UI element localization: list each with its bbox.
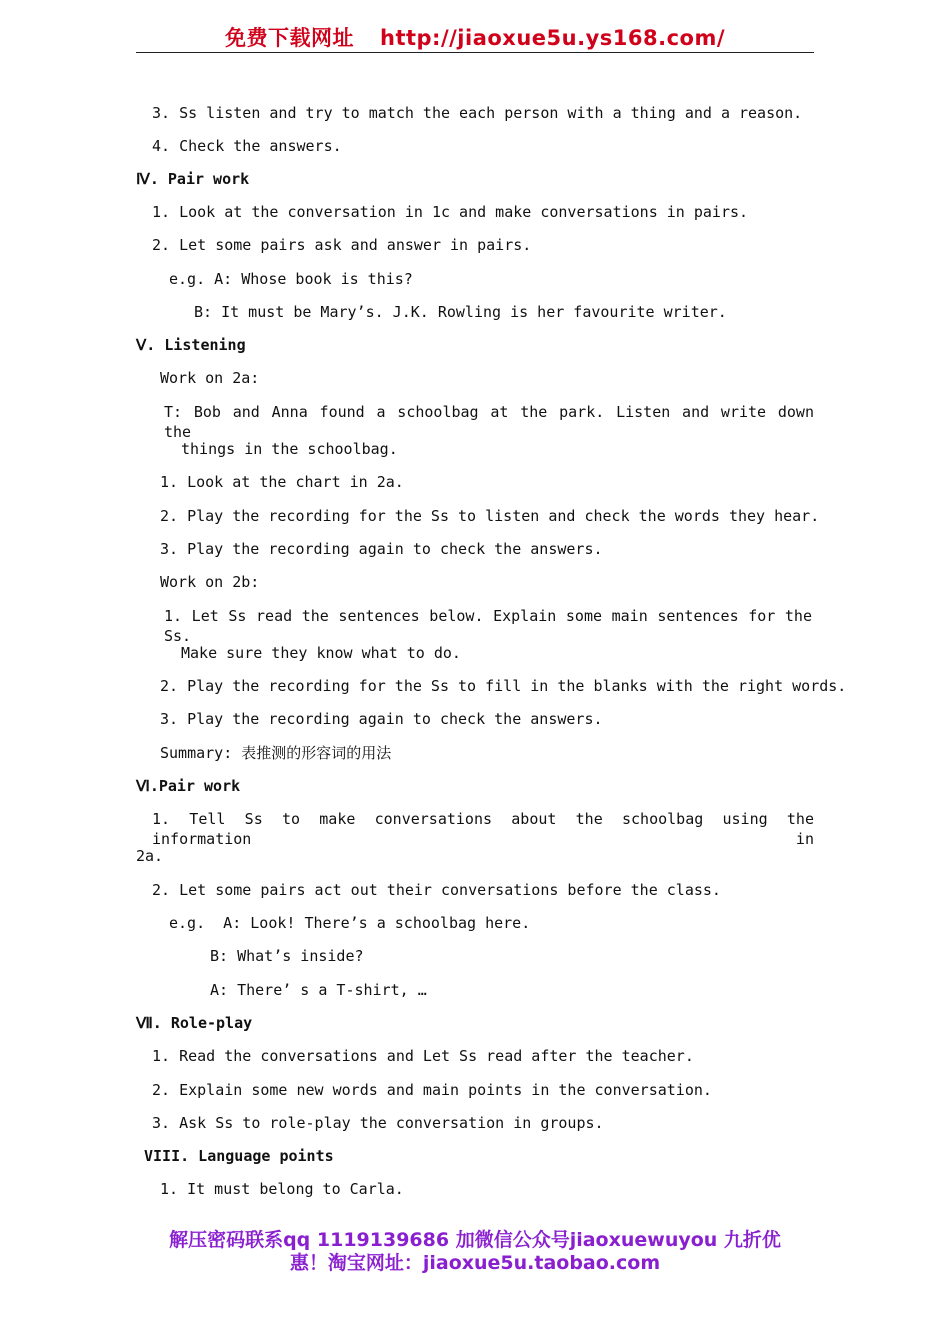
step-line: 1. Look at the chart in 2a. [160,473,404,491]
step-line: 3. Ss listen and try to match the each person with a thing and a reason. [152,104,803,122]
step-line: 1. Look at the conversation in 1c and make conversations in pairs. [152,203,749,221]
footer-shop-link[interactable]: 惠！淘宝网址：jiaoxue5u.taobao.com [289,1252,661,1274]
example-line: B: What’s inside? [210,947,364,965]
summary-line: Summary: 表推测的形容词的用法 [160,744,392,762]
sub-heading: Work on 2b: [160,573,260,591]
step-line: 3. Play the recording again to check the answers. [160,540,603,558]
step-line: 1. Let Ss read the sentences below. Explain some main sentences for the Ss. [164,607,812,645]
section-heading-pair-work: Ⅳ. Pair work [136,170,250,188]
step-line: 1. It must belong to Carla. [160,1180,404,1198]
section-heading-listening: Ⅴ. Listening [136,336,246,354]
page-header [136,22,814,53]
section-heading-language-points: VIII. Language points [144,1147,334,1165]
instruction-line: T: Bob and Anna found a schoolbag at the park. Listen and write down the [164,403,814,441]
example-line: e.g. A: Whose book is this? [169,270,413,288]
step-line: 2. Explain some new words and main points in the conversation. [152,1081,712,1099]
example-line: B: It must be Mary’s. J.K. Rowling is her favourite writer. [194,303,727,321]
step-line: 2. Play the recording for the Ss to listen and check the words they hear. [160,507,820,525]
example-line: e.g. A: Look! There’s a schoolbag here. [169,914,531,932]
step-line: 4. Check the answers. [152,137,342,155]
footer-contact: 解压密码联系qq 1119139686 加微信公众号jiaoxuewuyou 九折优 [169,1229,781,1251]
header-url-link[interactable]: http://jiaoxue5u.ys168.com/ [380,26,725,50]
instruction-line: things in the schoolbag. [181,440,398,458]
example-line: A: There’ s a T-shirt, … [210,981,427,999]
step-line: 2. Let some pairs act out their conversations before the class. [152,881,721,899]
step-line: 3. Play the recording again to check the answers. [160,710,603,728]
section-heading-role-play: Ⅶ. Role-play [136,1014,253,1032]
step-line: 2. Let some pairs ask and answer in pairs. [152,236,532,254]
step-line: 2a. [136,847,164,865]
section-heading-pair-work-2: Ⅵ.Pair work [136,777,241,795]
step-line: 1. Read the conversations and Let Ss read after the teacher. [152,1047,694,1065]
step-line: 1. Tell Ss to make conversations about the schoolbag using the information in [152,810,814,848]
step-line: 3. Ask Ss to role-play the conversation in groups. [152,1114,604,1132]
step-line: Make sure they know what to do. [181,644,461,662]
step-line: 2. Play the recording for the Ss to fill in the blanks with the right words. [160,677,847,695]
sub-heading: Work on 2a: [160,369,260,387]
header-label: 免费下载网址 [225,26,354,50]
